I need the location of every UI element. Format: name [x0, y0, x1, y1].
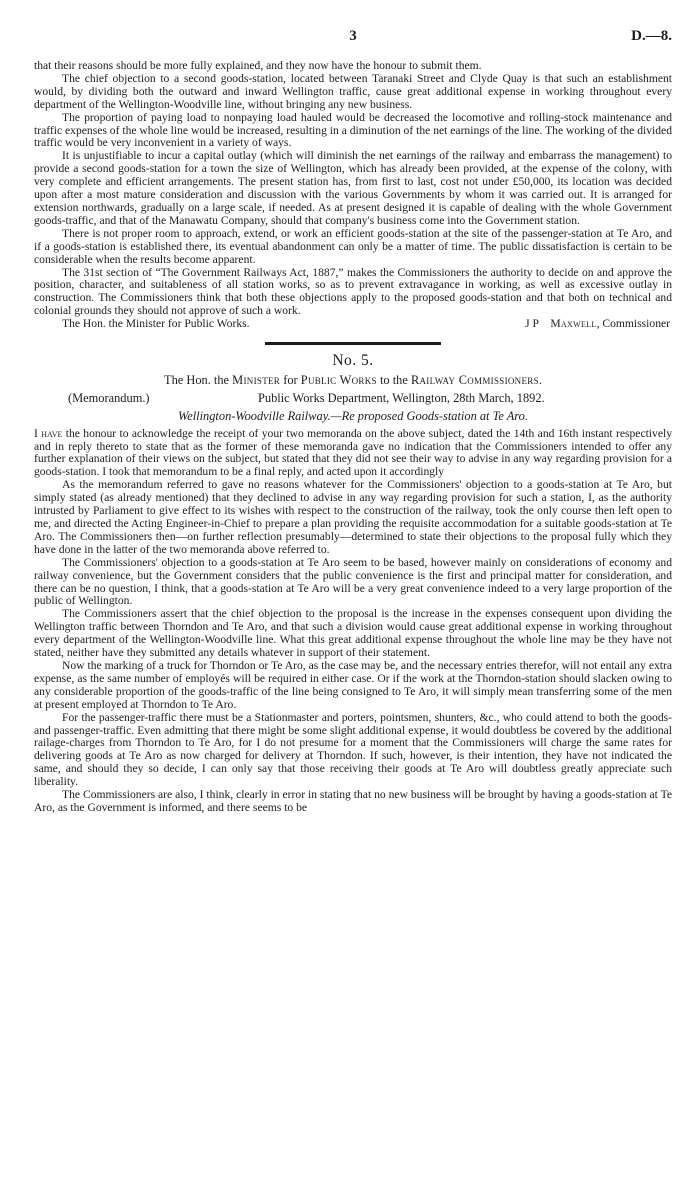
memo-origin: Public Works Department, Wellington, 28th March, 1892.	[258, 390, 545, 405]
ministers-memorandum	[34, 352, 672, 815]
paragraph: The 31st section of “The Government Railways Act, 1887,” makes the Commissioners the authority to decide on and approve the position, character, and suitableness of all station works, so as to prevent extravagance in working, as well as excessive outlay in construction. The Commissioners think that both these objections apply to the proposed goods-station and that both on technical and colonial grounds they should not approve of such a work.	[34, 265, 672, 318]
memo-label: (Memorandum.)	[68, 390, 150, 405]
paragraph: Now the marking of a truck for Thorndon or Te Aro, as the case may be, and the necessary entries therefor, will not entail any extra expense, as the same number of employés will be required in either case. Or if the work at the Thorndon-station should slacken owing to any considerable proportion of the goods-traffic of the line being consigned to Te Aro, it will simply mean transferring some of the men at present employed at Thorndon to Te Aro.	[34, 658, 672, 711]
subject-line: Wellington-Woodville Railway.—Re proposed Goods-station at Te Aro.	[178, 408, 528, 423]
first-paragraph-text: the honour to acknowledge the receipt of your two memoranda on the above subject, dated the 14th and 16th instant respectively and in reply thereto to state that as the former of these memoranda gave no indication that the Commissioners intended to offer any further explanation of their views on the subject, but stated that they did not see their way to advise in any way regarding provision for a goods-station. I took that memorandum to be a final reply, and acted upon it accordingly	[34, 426, 672, 479]
address-recipient: Railway Commissioners	[410, 372, 539, 387]
signatory-title: , Commissioner	[596, 317, 670, 331]
address-from: Minister	[232, 372, 281, 387]
paragraph: It is unjustifiable to incur a capital outlay (which will diminish the net earnings of the railway and embarrass the management) to provide a second goods-station for a town the size of Wellington, which has already been provided, at the expense of the colony, with very complete and efficient arrangements. The present station has, from first to last, cost not under £50,000, its location was decided upon after a most mature consideration and discussion with the various Governments by whom it was carried out. It is arranged for extension northwards, gradually on a large scale, if needed. As at present designed it is capable of dealing with the whole Government goods-traffic, and that of the Manawatu Company, should that company's business come into the Government station.	[34, 149, 672, 227]
lead-word: I have	[34, 426, 63, 440]
page-number: 3	[349, 28, 357, 44]
document-number: No. 5.	[332, 352, 374, 370]
running-head	[34, 30, 672, 60]
paragraph: The Commissioners' objection to a goods-station at Te Aro seem to be based, however mainly on considerations of economy and railway convenience, but the Government considers that the public convenience is the first and principal matter for consideration, and there can be no question, I think, that a goods-station at Te Aro will be a very great convenience indeed to a very large proportion of the public of Wellington.	[34, 555, 672, 608]
paragraph: The chief objection to a second goods-station, located between Taranaki Street and Clyde Quay is that such an establishment would, by dividing both the outward and inward Wellington traffic, cause great additional expense in working throughout every department of the Wellington-Woodville line, without bringing any new business.	[34, 71, 672, 111]
address-public-works: Public Works	[300, 372, 377, 387]
address-line	[34, 374, 672, 387]
addressee: The Hon. the Minister for Public Works.	[62, 317, 250, 331]
paragraph: The Commissioners assert that the chief objection to the proposal is the increase in the expenses consequent upon dividing the Wellington traffic between Thorndon and Te Aro, and that such a division would cause great additional expense in working throughout every department of the Wellington-Woodville line. What this great additional expense throughout the whole line may be they have not stated, neither have they submitted any details whatever in support of their statement.	[34, 607, 672, 660]
address-for: for	[283, 372, 298, 387]
paragraph: As the memorandum referred to gave no reasons whatever for the Commissioners' objection to a goods-station at Te Aro, but simply stated (as already mentioned) that they declined to advise in any way regarding provision for such a station, I, as the authority intrusted by Parliament to give effect to its wishes with respect to the construction of the railway, took the only course then left open to me, and directed the Acting Engineer-in-Chief to prepare a plan providing the requisite accommodation for a suitable goods-station at Te Aro. The Commissioners then—on further reflection presumably—determined to state their objections to the proposal fully which they have done in the latter of the two memoranda above referred to.	[34, 478, 672, 556]
paragraph: The Commissioners are also, I think, clearly in error in stating that no new business will be brought by having a goods-station at Te Aro, as the Government is informed, and there seems to be	[34, 788, 672, 814]
signature-line	[34, 318, 672, 331]
memo-line	[34, 392, 672, 405]
paragraph: that their reasons should be more fully explained, and they now have the honour to submit them.	[34, 59, 482, 72]
signatory	[525, 318, 670, 331]
section-divider	[265, 342, 441, 345]
document-reference: D.—8.	[631, 28, 672, 44]
signatory-name: Maxwell	[550, 317, 597, 331]
address-to: to the	[379, 372, 408, 387]
address-prefix: The Hon. the	[164, 372, 230, 387]
address-end: .	[538, 372, 542, 387]
commissioners-memorandum	[34, 60, 672, 331]
paragraph: There is not proper room to approach, extend, or work an efficient goods-station at the site of the passenger-station at Te Aro, and if a goods-station is established there, its eventual abandonment can only be a matter of time. The public dissatisfaction is certain to be considerable when the results become apparent.	[34, 226, 672, 266]
signatory-initials: J P	[525, 317, 539, 331]
paragraph: For the passenger-traffic there must be a Stationmaster and porters, pointsmen, shunters, &c., who could attend to both the goods- and passenger-traffic. Even admitting that there might be some slight additional expense, it would doubtless be covered by the additional railage-charges from Thorndon to Te Aro, for I do not presume for a moment that the Commissioners will charge the same rates for delivering goods at Te Aro as now charged for delivery at Thorndon. If such, however, is their intention, they have not indicated the same, and should they so decide, I can only say that those receiving their goods at Te Aro will doubtless greatly appreciate such liberality.	[34, 710, 672, 789]
first-paragraph	[34, 428, 672, 480]
paragraph: The proportion of paying load to nonpaying load hauled would be decreased the locomotive and rolling-stock maintenance and traffic expenses of the whole line would be increased, resulting in a diminution of the net earnings of the line. The working of the divided traffic would be very inconvenient in a variety of ways.	[34, 110, 672, 150]
